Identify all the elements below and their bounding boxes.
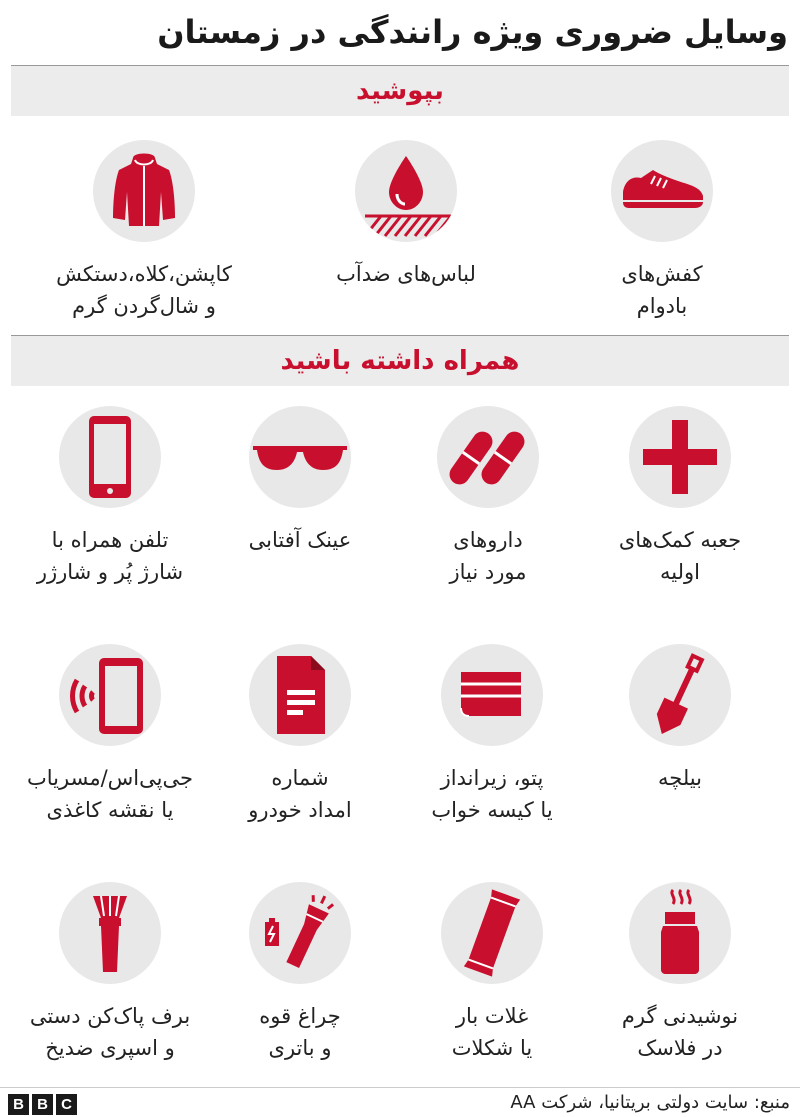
gps-tablet-icon	[59, 644, 161, 746]
item-label-line2: در فلاسک	[637, 1036, 723, 1060]
thermos-bottle-icon	[629, 882, 731, 984]
logo-letter: C	[56, 1094, 77, 1115]
item-flashlight	[200, 882, 400, 1064]
pills-icon	[437, 406, 539, 508]
item-label-line1: لباس‌های ضدآب	[336, 262, 476, 286]
item-ice-scraper	[10, 882, 210, 1064]
first-aid-cross-icon	[629, 406, 731, 508]
item-sunglasses	[200, 406, 400, 556]
item-label-line1: نوشیدنی گرم	[621, 1004, 739, 1028]
item-label-line1: شماره	[271, 766, 329, 790]
ice-scraper-icon	[59, 882, 161, 984]
item-label-line2: اولیه	[660, 560, 700, 584]
shovel-icon	[629, 644, 731, 746]
item-label-line2: بادوام	[636, 294, 688, 318]
item-gps	[10, 644, 210, 826]
item-label-line1: کاپشن،کلاه،دستکش	[56, 262, 232, 286]
item-roadside-number	[200, 644, 400, 826]
item-phone	[10, 406, 210, 588]
flashlight-battery-icon	[249, 882, 351, 984]
item-label-line2: و باتری	[268, 1036, 332, 1060]
item-label-line1: داروهای	[453, 528, 523, 552]
item-label-line1: جعبه کمک‌های	[618, 528, 742, 552]
mobile-phone-icon	[59, 406, 161, 508]
item-label-line1: غلات بار	[455, 1004, 529, 1028]
item-first-aid	[580, 406, 780, 588]
water-drop-icon	[355, 140, 457, 242]
item-medicine	[388, 406, 588, 588]
jacket-icon	[93, 140, 195, 242]
item-label-line2: شارژ پُر و شارژر	[36, 560, 184, 584]
item-label-line1: بیلچه	[658, 766, 702, 790]
item-snack	[392, 882, 592, 1064]
document-icon	[249, 644, 351, 746]
item-shoes	[562, 140, 762, 322]
footer-divider	[0, 1087, 800, 1088]
item-label-line1: جی‌پی‌اس/مسریاب	[27, 766, 193, 790]
logo-letter: B	[8, 1094, 29, 1115]
item-label-line2: یا شکلات	[451, 1036, 533, 1060]
item-label-line1: چراغ قوه	[259, 1004, 341, 1028]
item-label-line1: تلفن همراه با	[51, 528, 169, 552]
page-title: وسایل ضروری ویژه رانندگی در زمستان	[157, 13, 788, 51]
item-label-line1: کفش‌های	[621, 262, 703, 286]
shoe-icon	[611, 140, 713, 242]
item-waterproof-clothes	[306, 140, 506, 290]
item-label-line2: یا کیسه خواب	[431, 798, 553, 822]
item-blanket	[392, 644, 592, 826]
item-label-line2: و اسپری ضدیخ	[45, 1036, 175, 1060]
item-warm-clothes	[44, 140, 244, 322]
item-label-line2: امداد خودرو	[248, 798, 352, 822]
source-credit: منبع: سایت دولتی بریتانیا، شرکت AA	[510, 1092, 790, 1113]
snack-bar-icon	[441, 882, 543, 984]
section-heading-carry: همراه داشته باشید	[11, 336, 789, 386]
item-hot-drink	[580, 882, 780, 1064]
item-label-line2: مورد نیاز	[449, 560, 527, 584]
item-label-line1: پتو، زیرانداز	[440, 766, 544, 790]
bbc-logo	[8, 1094, 77, 1115]
logo-letter: B	[32, 1094, 53, 1115]
item-label-line2: یا نقشه کاغذی	[46, 798, 174, 822]
item-label-line1: عینک آفتابی	[248, 528, 352, 552]
section-heading-wear: بپوشید	[11, 66, 789, 116]
item-label-line2: و شال‌گردن گرم	[72, 294, 216, 318]
blanket-icon	[441, 644, 543, 746]
item-label-line1: برف پاک‌کن دستی	[29, 1004, 191, 1028]
sunglasses-icon	[249, 406, 351, 508]
item-shovel	[580, 644, 780, 794]
